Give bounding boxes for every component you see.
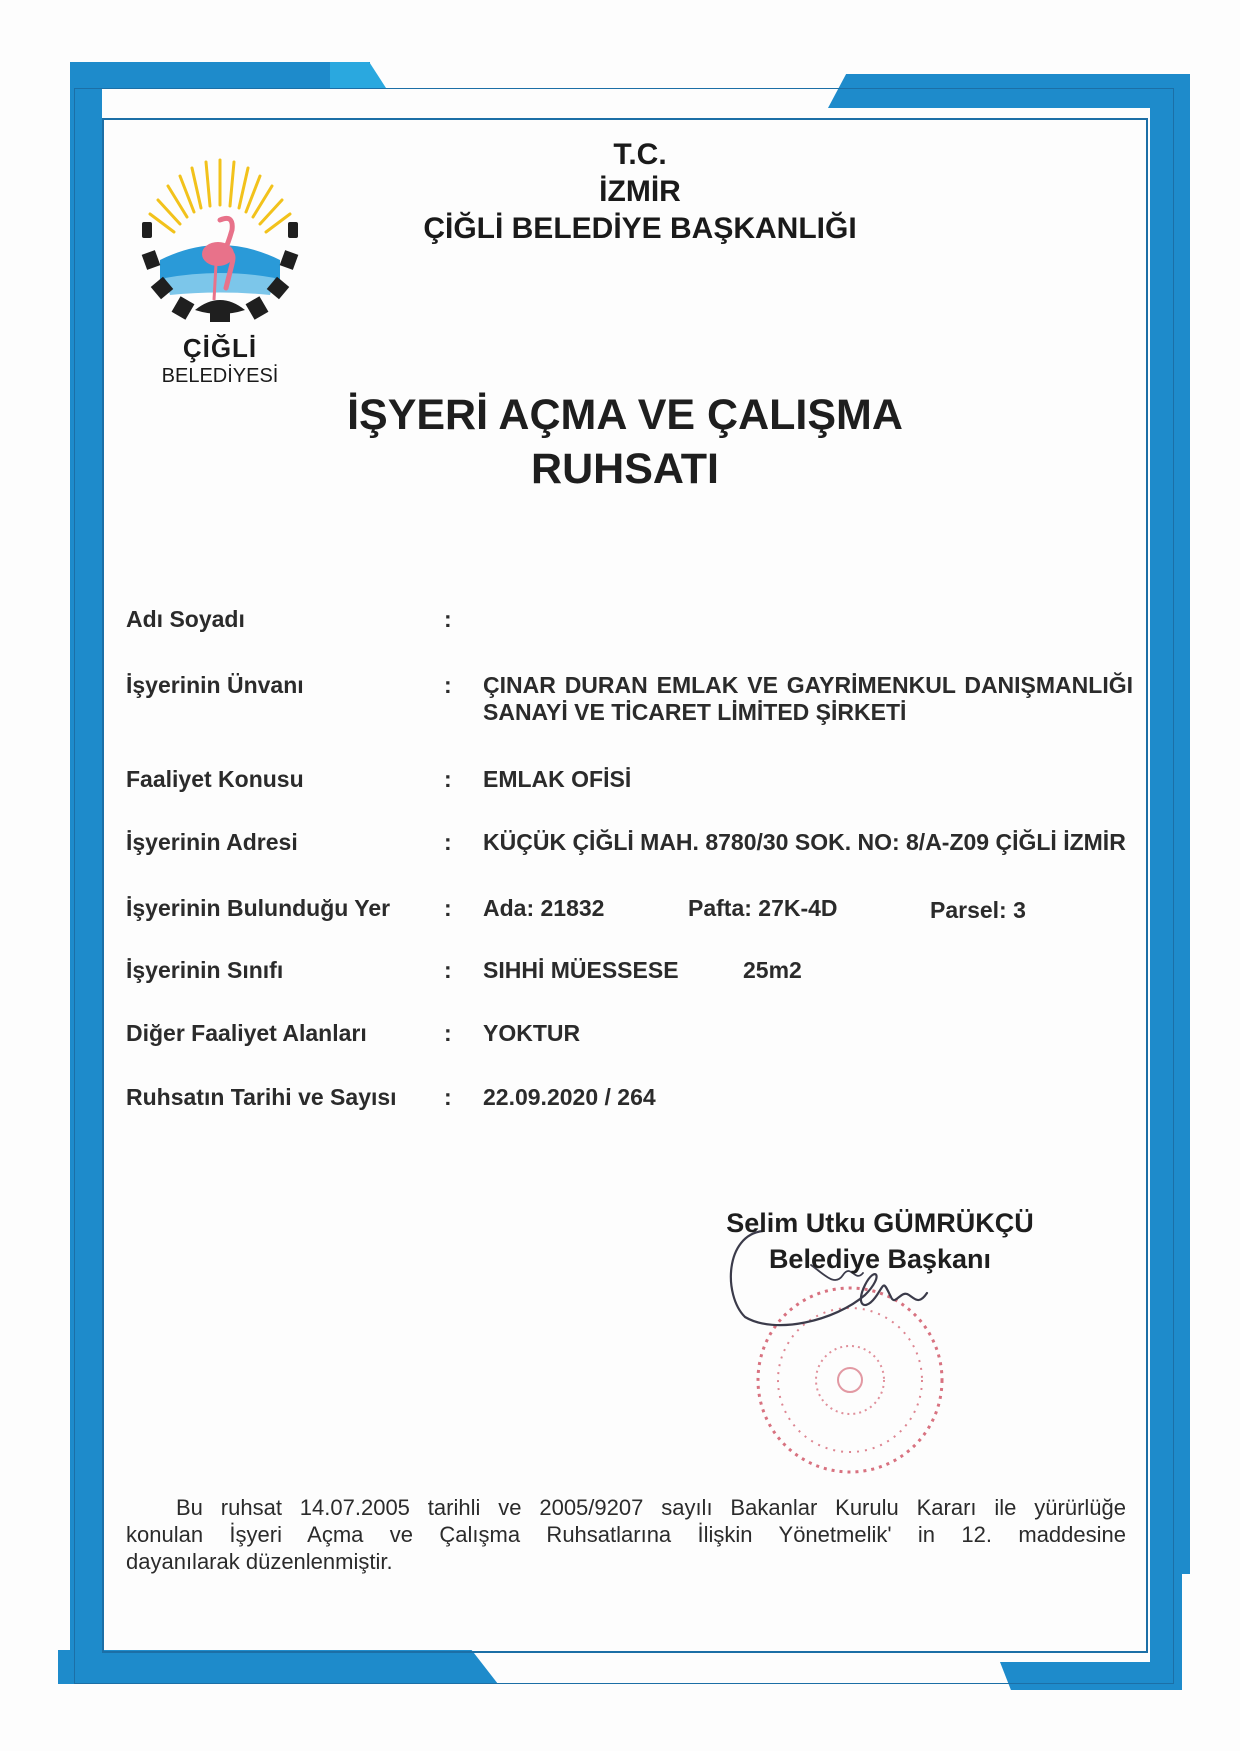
field-label: İşyerinin Ünvanı [126, 672, 304, 698]
field-colon: : [444, 606, 452, 632]
field-label: Adı Soyadı [126, 606, 245, 632]
title-line-2: RUHSATI [531, 445, 719, 493]
document-header [360, 136, 920, 247]
field-value: ÇINAR DURAN EMLAK VE GAYRİMENKUL DANIŞMANLIĞI SANAYİ VE TİCARET LİMİTED ŞİRKETİ [483, 672, 1133, 725]
document-title [240, 388, 1010, 496]
field-colon: : [444, 895, 452, 921]
legal-footnote [126, 1494, 1126, 1575]
header-city: İZMİR [599, 175, 681, 208]
field-label: İşyerinin Sınıfı [126, 957, 284, 983]
field-label: Ruhsatın Tarihi ve Sayısı [126, 1084, 397, 1110]
field-colon: : [444, 829, 452, 855]
field-colon: : [444, 672, 452, 698]
mayor-title: Belediye Başkanı [768, 1244, 992, 1274]
header-country: T.C. [613, 138, 667, 171]
footnote-line-1: Bu ruhsat 14.07.2005 tarihli ve 2005/9207 sayılı Bakanlar Kurulu Kararı ile yürürlüğe [176, 1495, 1126, 1520]
area-value: 25m2 [743, 957, 802, 983]
logo-name: ÇİĞLİ [182, 333, 258, 363]
footnote-line-2: konulan İşyeri Açma ve Çalışma Ruhsatlarına İlişkin Yönetmelik' in 12. maddesine [126, 1522, 1126, 1547]
field-colon: : [444, 766, 452, 792]
frame-bar-top-left [70, 62, 370, 88]
field-value: KÜÇÜK ÇİĞLİ MAH. 8780/30 SOK. NO: 8/A-Z09 ÇİĞLİ İZMİR [483, 829, 1126, 855]
field-value: EMLAK OFİSİ [483, 766, 632, 792]
frame-bar-top-left-accent [330, 62, 386, 88]
logo-subtitle: BELEDİYESİ [161, 365, 279, 387]
field-label: İşyerinin Adresi [126, 829, 298, 855]
mayor-name: Selim Utku GÜMRÜKÇÜ [726, 1208, 1034, 1238]
header-institution: ÇİĞLİ BELEDİYE BAŞKANLIĞI [423, 212, 857, 245]
field-value: YOKTUR [483, 1020, 581, 1046]
parsel-value: Parsel: 3 [930, 897, 1026, 923]
field-label: Diğer Faaliyet Alanları [126, 1020, 367, 1046]
pafta-value: Pafta: 27K-4D [688, 895, 838, 921]
ada-value: Ada: 21832 [483, 895, 605, 921]
field-label: İşyerinin Bulunduğu Yer [126, 895, 391, 921]
field-colon: : [444, 957, 452, 983]
field-colon: : [444, 1084, 452, 1110]
footnote-line-3: dayanılarak düzenlenmiştir. [126, 1549, 393, 1574]
class-value: SIHHİ MÜESSESE [483, 957, 679, 983]
field-value: 22.09.2020 / 264 [483, 1084, 656, 1110]
title-line-1: İŞYERİ AÇMA VE ÇALIŞMA [347, 391, 903, 439]
signature-block [690, 1205, 1070, 1277]
field-colon: : [444, 1020, 452, 1046]
field-label: Faaliyet Konusu [126, 766, 304, 792]
